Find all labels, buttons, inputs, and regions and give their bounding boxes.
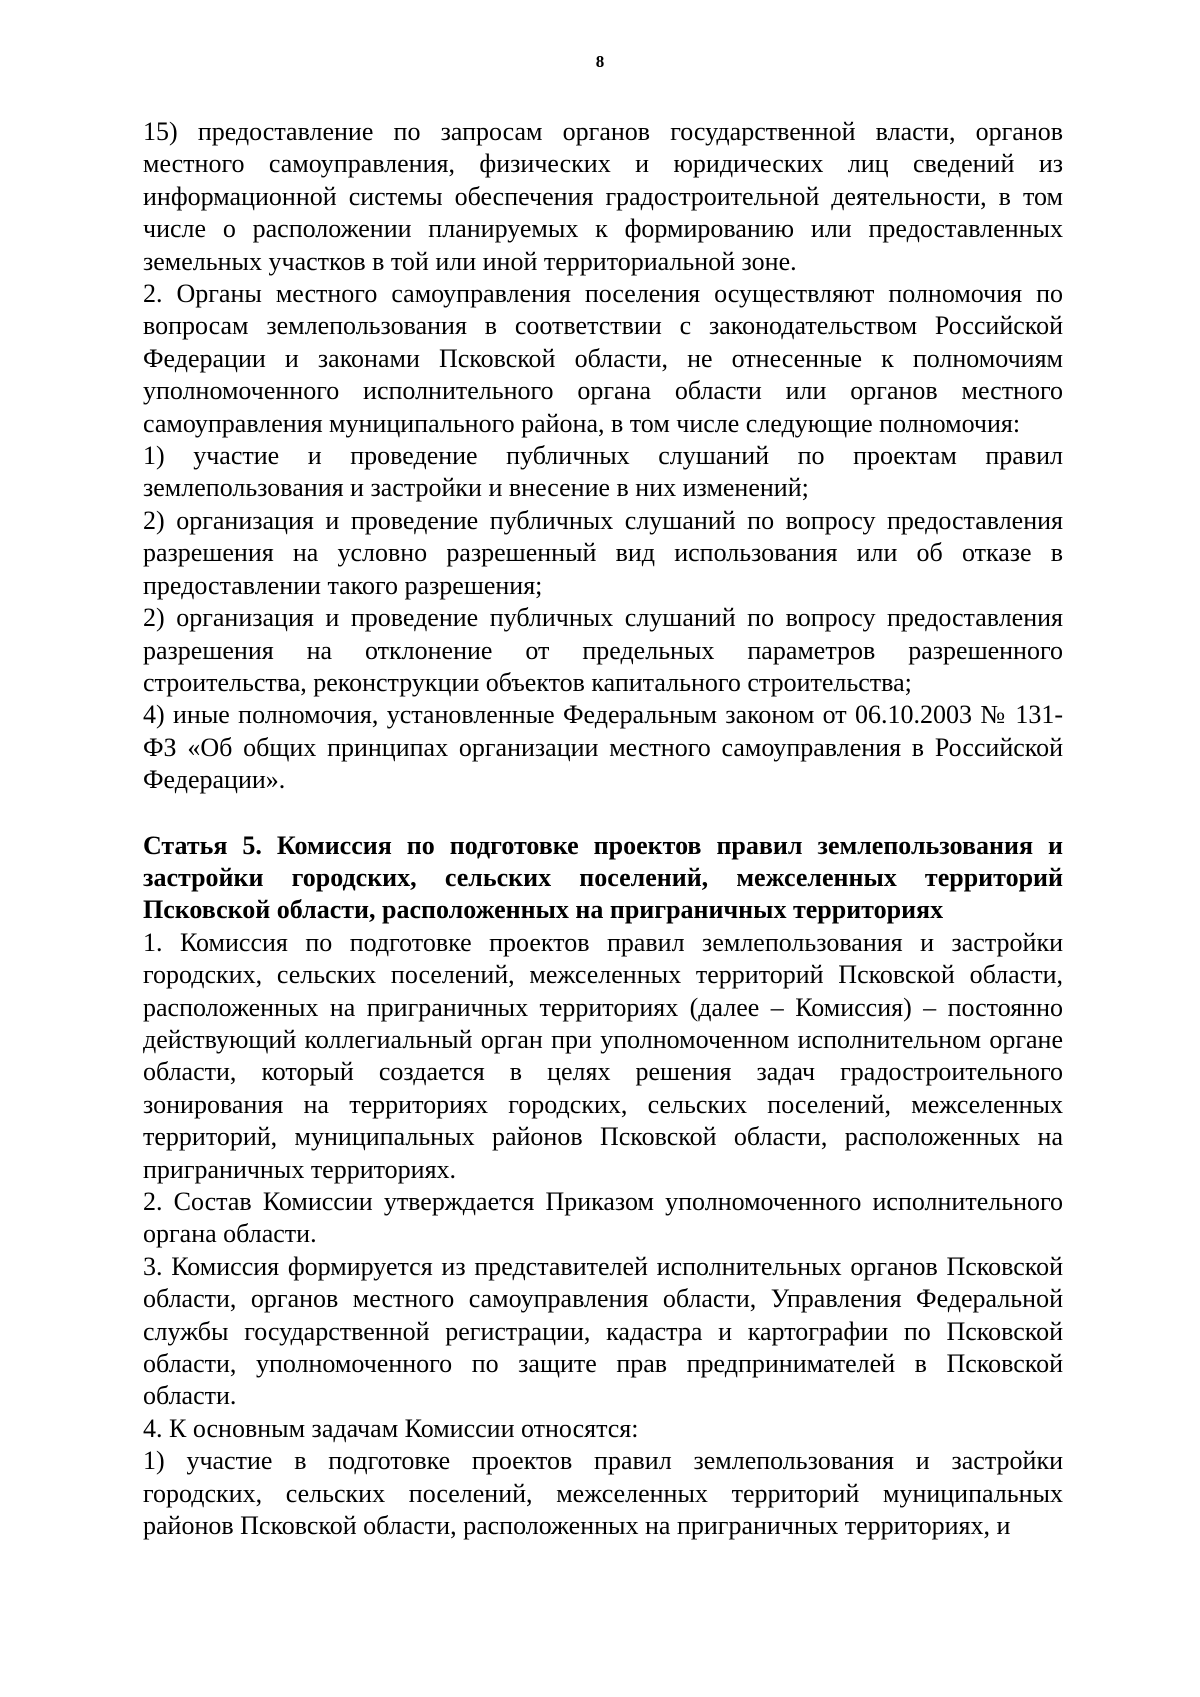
paragraph: 4) иные полномочия, установленные Федеральным законом от 06.10.2003 № 131-ФЗ «Об общих принципах организации местного самоуправления в Российской Федерации». xyxy=(143,700,1063,795)
paragraph: 1) участие и проведение публичных слушаний по проектам правил землепользования и застройки и внесение в них изменений; xyxy=(143,441,1063,503)
paragraph: 2. Органы местного самоуправления поселения осуществляют полномочия по вопросам землепользования в соответствии с законодательством Российской Федерации и законами Псковской области, не отнесенные к полномочиям уполномоченного исполнительного органа области или органов местного самоуправления муниципального района, в том числе следующие полномочия: xyxy=(143,279,1063,438)
paragraph: 15) предоставление по запросам органов государственной власти, органов местного самоуправления, физических и юридических лиц сведений из информационной системы обеспечения градостроительной деятельности, в том числе о расположении планируемых к формированию или предоставленных земельных участков в той или иной территориальной зоне. xyxy=(143,117,1063,276)
paragraph: 2) организация и проведение публичных слушаний по вопросу предоставления разрешения на условно разрешенный вид использования или об отказе в предоставлении такого разрешения; xyxy=(143,505,1063,600)
article-title: Статья 5. Комиссия по подготовке проектов правил землепользования и застройки городских, сельских поселений, межселенных территорий Псковской области, расположенных на приграничных территориях xyxy=(143,830,1063,925)
paragraph: 2) организация и проведение публичных слушаний по вопросу предоставления разрешения на отклонение от предельных параметров разрешенного строительства, реконструкции объектов капитального строительства; xyxy=(143,603,1063,697)
document-body xyxy=(143,116,1063,1542)
paragraph: 1. Комиссия по подготовке проектов правил землепользования и застройки городских, сельских поселений, межселенных территорий Псковской области, расположенных на приграничных территориях (далее – Комиссия) – постоянно действующий коллегиальный орган при уполномоченном исполнительном органе области, который создается в целях решения задач градостроительного зонирования на территориях городских, сельских поселений, межселенных территорий, муниципальных районов Псковской области, расположенных на приграничных территориях. xyxy=(143,927,1063,1184)
page-number: 8 xyxy=(595,52,605,71)
paragraph: 1) участие в подготовке проектов правил землепользования и застройки городских, сельских поселений, межселенных территорий муниципальных районов Псковской области, расположенных на приграничных территориях, и xyxy=(143,1446,1063,1541)
paragraph: 3. Комиссия формируется из представителей исполнительных органов Псковской области, органов местного самоуправления области, Управления Федеральной службы государственной регистрации, кадастра и картографии по Псковской области, уполномоченного по защите прав предпринимателей в Псковской области. xyxy=(143,1251,1063,1411)
section-spacer xyxy=(143,797,1063,830)
paragraph: 2. Состав Комиссии утверждается Приказом уполномоченного исполнительного органа области. xyxy=(143,1187,1063,1249)
paragraph: 4. К основным задачам Комиссии относятся: xyxy=(143,1413,639,1443)
